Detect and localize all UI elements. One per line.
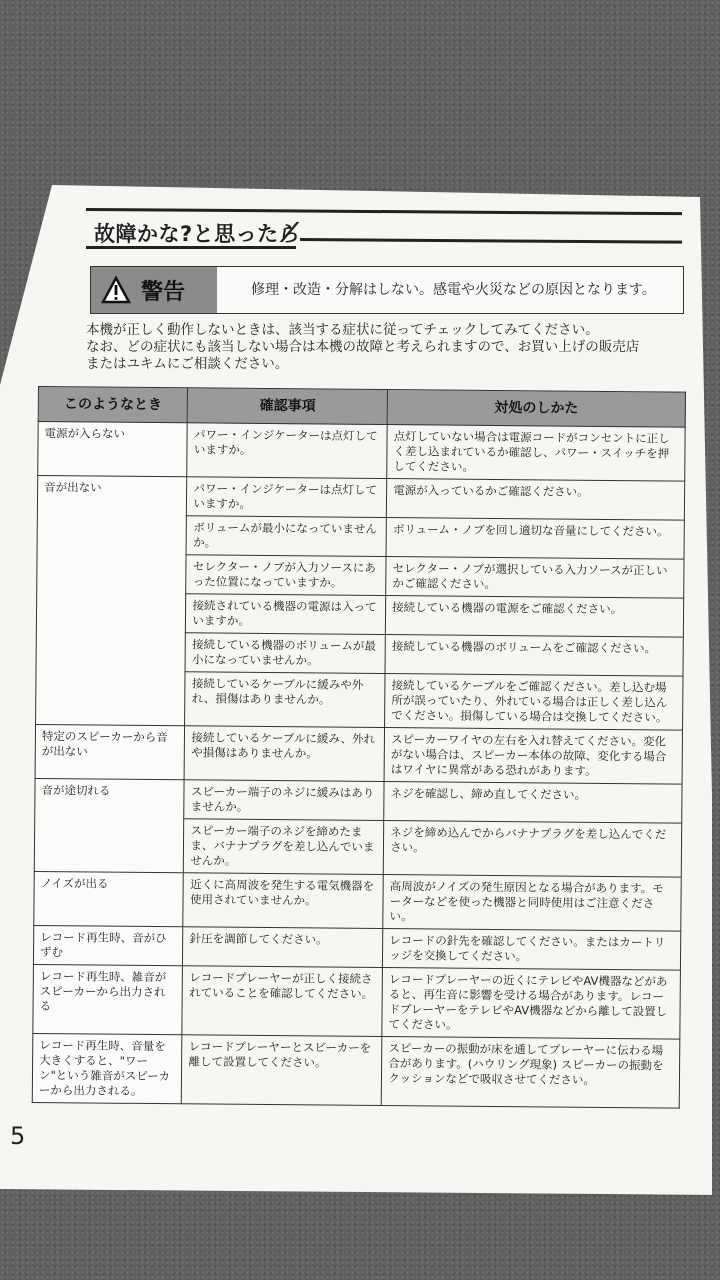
check-cell: 接続している機器のボリュームが最小になっていませんか。 <box>185 633 385 674</box>
remedy-cell: スピーカーの振動が床を通してプレーヤーに伝わる場合があります。(ハウリング現象) スピーカーの振動をクッションなどで吸収させてください。 <box>381 1037 679 1109</box>
intro-line: なお、どの症状にも該当しない場合は本機の故障と考えられますので、お買い上げの販売店 <box>86 339 640 355</box>
header-symptom: このようなとき <box>38 387 188 423</box>
intro-line: またはユキムにご相談ください。 <box>86 356 289 372</box>
check-cell: 接続しているケーブルに緩み、外れや損傷はありませんか。 <box>185 726 385 782</box>
warning-label-block <box>91 267 217 313</box>
table-row <box>38 422 685 482</box>
remedy-cell: レコードプレーヤーの近くにテレビやAV機器などがあると、再生音に影響を受ける場合があります。レコードプレーヤーをテレビやAV機器などから離して設置してください。 <box>382 968 680 1040</box>
table-row <box>35 778 682 823</box>
header-remedy: 対処のしかた <box>387 390 685 428</box>
check-cell: 接続されている機器の電源は入っていますか。 <box>186 594 386 635</box>
remedy-cell: レコードの針先を確認してください。またはカートリッジを交換してください。 <box>383 929 681 971</box>
remedy-cell: 電源が入っているかご確認ください。 <box>386 479 684 521</box>
check-cell: パワー・インジケーターは点灯していますか。 <box>187 423 387 479</box>
remedy-cell: 高周波がノイズの発生原因となる場合があります。モーターなどを使った機器と同時使用はご注意ください。 <box>383 875 681 932</box>
page-number: 5 <box>10 1122 26 1150</box>
remedy-cell: 接続している機器の電源をご確認ください。 <box>385 596 683 638</box>
table-header-row <box>38 387 685 428</box>
remedy-cell: 接続している機器のボリュームをご確認ください。 <box>385 635 683 677</box>
check-cell: レコードプレーヤーが正しく接続されていることを確認してください。 <box>182 966 382 1037</box>
table-row <box>33 925 680 970</box>
warning-word: 警告 <box>141 279 186 305</box>
check-cell: ボリュームが最小になっていませんか。 <box>187 516 387 557</box>
symptom-cell: 特定のスピーカーから音が出ない <box>35 724 185 779</box>
check-cell: スピーカー端子のネジを締めたまま、バナナプラグを差し込んでいませんか。 <box>184 819 384 875</box>
table-row <box>32 1033 680 1108</box>
table-row <box>33 964 681 1039</box>
remedy-cell: セレクター・ノブが選択している入力ソースが正しいかご確認ください。 <box>386 557 684 599</box>
check-cell: セレクター・ノブが入力ソースにあった位置になっていますか。 <box>186 555 386 596</box>
warning-box <box>90 266 684 314</box>
check-cell: 近くに高周波を発生する電気機器を使用されていませんか。 <box>183 873 383 929</box>
intro-line: 本機が正しく動作しないときは、該当する症状に従ってチェックしてみてください。 <box>86 322 599 338</box>
troubleshooting-table <box>32 386 686 1109</box>
check-cell: スピーカー端子のネジに緩みはありませんか。 <box>184 780 384 821</box>
table-row <box>35 724 682 784</box>
warning-triangle-icon <box>101 276 131 304</box>
page-title: 故障かな?と思ったら <box>94 222 301 246</box>
symptom-cell: ノイズが出る <box>34 871 184 926</box>
remedy-cell: ネジを締め込んでからバナナプラグを差し込んでください。 <box>383 821 681 878</box>
check-cell: 接続しているケーブルに緩みや外れ、損傷はありませんか。 <box>185 672 385 728</box>
header-check: 確認事項 <box>188 388 388 425</box>
symptom-cell: レコード再生時、音がひずむ <box>33 925 183 965</box>
remedy-cell: ネジを確認し、締め直してください。 <box>384 782 682 824</box>
symptom-cell: 音が途切れる <box>34 778 184 872</box>
check-cell: 針圧を調節してください。 <box>183 927 383 968</box>
symptom-cell: 音が出ない <box>36 476 188 726</box>
check-cell: レコードプレーヤーとスピーカーを離して設置してください。 <box>182 1035 382 1106</box>
table-row <box>34 871 681 931</box>
remedy-cell: ボリューム・ノブを回し適切な音量にしてください。 <box>386 518 684 560</box>
remedy-cell: 点灯していない場合は電源コードがコンセントに正しく差し込まれているか確認し、パワー・スイッチを押してください。 <box>387 425 685 482</box>
table-row <box>37 476 684 521</box>
remedy-cell: スピーカーワイヤの左右を入れ替えてください。変化がない場合は、スピーカー本体の故障、変化する場合はワイヤに異常がある恐れがあります。 <box>384 728 682 785</box>
symptom-cell: レコード再生時、音量を大きくすると、"ワーン"という雑音がスピーカーから出力される。 <box>32 1033 182 1103</box>
check-cell: パワー・インジケーターは点灯していますか。 <box>187 477 387 518</box>
intro-paragraph <box>86 322 686 373</box>
warning-text: 修理・改造・分解はしない。感電や火災などの原因となります。 <box>251 282 656 298</box>
symptom-cell: レコード再生時、雑音がスピーカーから出力される <box>33 964 183 1034</box>
remedy-cell: 接続しているケーブルをご確認ください。差し込む場所が誤っていたり、外れている場合は正しく差し込んでください。損傷している場合は交換してください。 <box>385 674 683 731</box>
symptom-cell: 電源が入らない <box>38 422 188 477</box>
